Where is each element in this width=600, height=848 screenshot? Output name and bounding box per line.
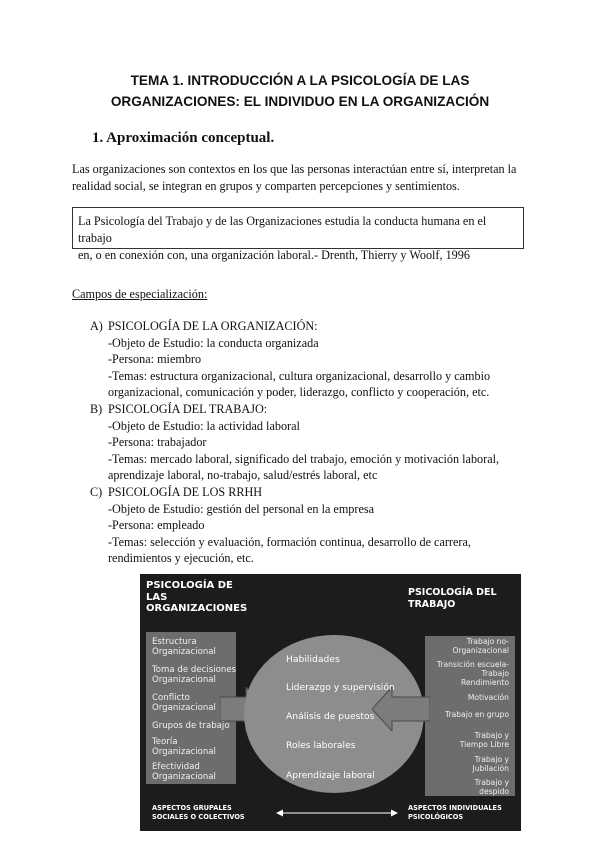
left-item <box>152 638 216 657</box>
center-item: Habilidades <box>286 654 340 665</box>
item-line: Conflicto <box>152 693 190 703</box>
section-heading: 1. Aproximación conceptual. <box>92 130 275 146</box>
quote-line-1: La Psicología del Trabajo y de las Organizaciones estudia la conducta humana en el trabajo <box>78 214 487 245</box>
item-line: Trabajo y <box>474 755 509 764</box>
section-line: -Persona: miembro <box>108 352 202 367</box>
right-item <box>460 732 509 749</box>
title-line: ORGANIZACIONES <box>146 603 248 614</box>
section-line: aprendizaje laboral, no-trabajo, salud/estrés laboral, etc <box>108 468 378 483</box>
section-b <box>90 401 520 484</box>
item-line: Trabajo <box>481 668 509 678</box>
title-line: PSICOLOGÍA DE <box>146 580 233 591</box>
item-line: Grupos de trabajo <box>152 721 230 731</box>
document-title <box>40 70 560 112</box>
item-line: Organizacional <box>452 645 509 655</box>
section-line: organizacional, comunicación y poder, liderazgo, conflicto y cooperación, etc. <box>108 385 490 400</box>
center-item: Análisis de puestos <box>286 711 375 722</box>
item-line: Organizacional <box>152 702 216 713</box>
diagram-left-title <box>146 580 247 615</box>
section-line: -Temas: estructura organizacional, cultura organizacional, desarrollo y cambio <box>108 368 491 383</box>
section-title: PSICOLOGÍA DEL TRABAJO: <box>108 401 268 416</box>
section-line: -Temas: mercado laboral, significado del trabajo, emoción y motivación laboral, <box>108 451 500 466</box>
item-line: Rendimiento <box>461 678 509 687</box>
campos-label: Campos de especialización: <box>72 287 208 301</box>
left-item <box>152 694 216 713</box>
center-item: Aprendizaje laboral <box>286 770 375 781</box>
arrow-left-icon <box>372 687 430 731</box>
item-line: Efectividad <box>152 762 200 772</box>
item-line: despido <box>479 786 509 796</box>
section-line: -Objeto de Estudio: la conducta organizada <box>108 335 319 350</box>
section-title: PSICOLOGÍA DE LA ORGANIZACIÓN: <box>108 319 318 333</box>
right-item <box>437 661 509 678</box>
item-line: Trabajo y <box>474 778 509 787</box>
psychology-diagram <box>140 574 521 831</box>
section-a <box>90 318 520 401</box>
section-line: -Objeto de Estudio: la actividad laboral <box>108 418 300 433</box>
title-line: TRABAJO <box>408 598 456 610</box>
section-letter: A) <box>90 319 103 333</box>
right-item <box>445 711 509 720</box>
right-item <box>452 638 509 655</box>
definition-quote-box <box>72 207 524 262</box>
diagram-right-title <box>408 587 497 610</box>
label-line: ASPECTOS GRUPALES <box>152 804 232 812</box>
section-line: -Temas: selección y evaluación, formación continua, desarrollo de carrera, <box>108 534 471 549</box>
item-line: Organizacional <box>152 771 216 782</box>
title-line-1: TEMA 1. INTRODUCCIÓN A LA PSICOLOGÍA DE LAS <box>130 73 470 88</box>
title-line: PSICOLOGÍA DEL <box>408 587 497 598</box>
section-title: PSICOLOGÍA DE LOS RRHH <box>108 484 263 499</box>
item-line: Teoría <box>152 737 178 747</box>
left-item <box>152 763 216 782</box>
item-line: Tiempo Libre <box>459 739 509 749</box>
intro-paragraph <box>72 161 532 195</box>
right-item <box>473 756 510 773</box>
quote-line-2: en, o en conexión con, una organización laboral.- Drenth, Thierry y Woolf, 1996 <box>78 248 470 262</box>
label-line: SOCIALES O COLECTIVOS <box>152 813 245 821</box>
item-line: Estructura <box>152 637 197 647</box>
right-item <box>475 779 509 796</box>
item-line: Transición escuela- <box>436 660 509 669</box>
section-letter: B) <box>90 401 103 416</box>
section-line: -Persona: empleado <box>108 518 205 533</box>
title-line: LAS <box>146 591 168 603</box>
center-item: Liderazgo y supervisión <box>286 682 395 693</box>
section-line: rendimientos y ejecución, etc. <box>108 551 254 566</box>
item-line: Toma de decisiones <box>152 665 237 675</box>
label-line: ASPECTOS INDIVIDUALES <box>408 804 502 812</box>
section-c <box>90 484 520 567</box>
item-line: Jubilación <box>472 763 509 773</box>
diagram-bottom-left-label <box>152 804 245 822</box>
center-item: Roles laborales <box>286 740 356 751</box>
item-line: Organizacional <box>152 646 216 657</box>
right-item <box>461 679 509 688</box>
item-line: Organizacional <box>152 674 216 685</box>
section-line: -Persona: trabajador <box>108 435 207 450</box>
label-line: PSICOLÓGICOS <box>408 813 464 821</box>
section-line: -Objeto de Estudio: gestión del personal en la empresa <box>108 501 375 516</box>
intro-line-1: Las organizaciones son contextos en los que las personas interactúan entre sí, interpretan la <box>72 162 517 176</box>
item-line: Organizacional <box>152 746 216 757</box>
item-line: Trabajo y <box>474 731 509 740</box>
section-letter: C) <box>90 484 103 499</box>
item-line: Trabajo no- <box>466 637 509 646</box>
intro-line-2: realidad social, se integran en grupos y comparten percepciones y sentimientos. <box>72 179 460 193</box>
diagram-bottom-right-label <box>408 804 502 822</box>
title-line-2: ORGANIZACIONES: EL INDIVIDUO EN LA ORGANIZACIÓN <box>110 94 490 109</box>
specialization-list <box>90 318 520 567</box>
left-item <box>152 666 236 685</box>
double-arrow-icon <box>276 808 398 818</box>
right-item <box>468 694 509 703</box>
item-line: Trabajo en grupo <box>444 710 509 719</box>
left-item <box>152 722 230 732</box>
left-item <box>152 738 216 757</box>
item-line: Motivación <box>467 693 509 702</box>
